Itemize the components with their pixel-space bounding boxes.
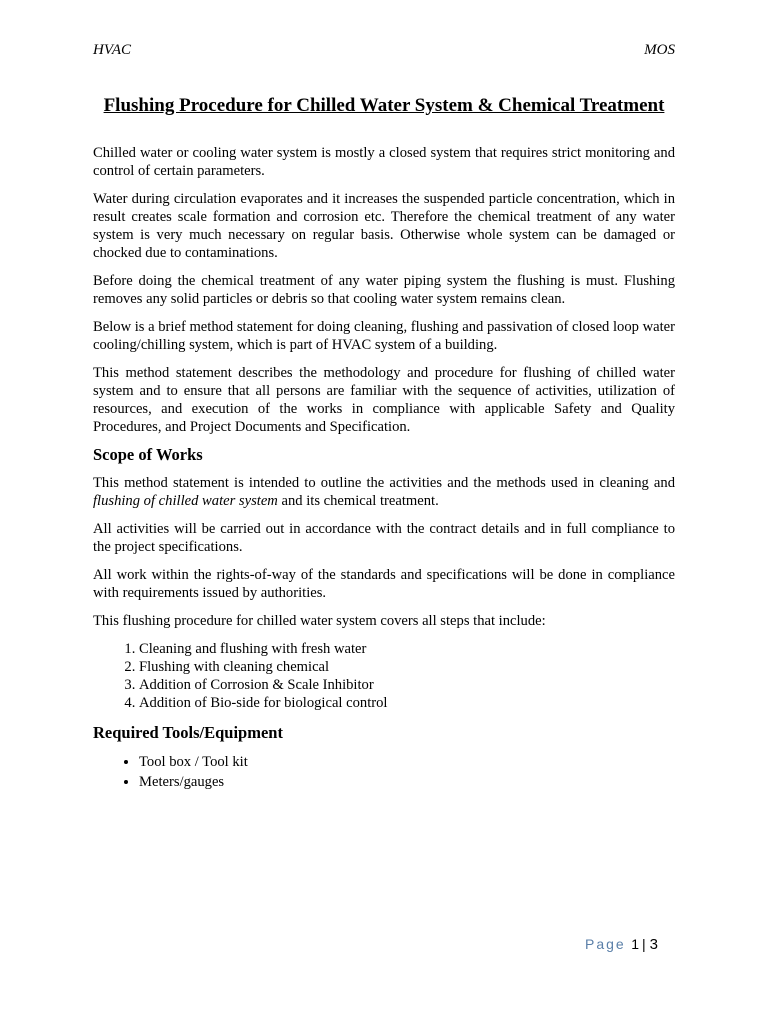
header-right: MOS (644, 42, 675, 58)
tools-list (93, 752, 675, 792)
scope-p1-end: and its chemical treatment. (277, 493, 439, 509)
scope-paragraph-1 (93, 474, 675, 510)
header-left: HVAC (93, 42, 132, 58)
list-item: 2. Flushing with cleaning chemical (139, 658, 675, 676)
scope-paragraph-2: All activities will be carried out in accordance with the contract details and in full compliance to the project specifications. (93, 521, 675, 555)
scope-paragraph-3: All work within the rights-of-way of the standards and specifications will be done in compliance with requirements issued by authorities. (93, 567, 675, 601)
page-footer (585, 936, 658, 954)
page-separator: | (642, 936, 646, 952)
scope-p1-start: This method statement is intended to outline the activities and the methods used in cleaning and (93, 475, 675, 491)
intro-paragraph-2: Water during circulation evaporates and it increases the suspended particle concentration, which in result creates scale formation and corrosion etc. Therefore the chemical treatment of any water system is very much necessary on regular basis. Otherwise whole system can be damaged or chocked due to contaminations. (93, 191, 675, 261)
intro-paragraph-3: Before doing the chemical treatment of any water piping system the flushing is must. Flushing removes any solid particles or debris so that cooling water system remains clean. (93, 273, 675, 307)
list-item: 4. Addition of Bio-side for biological control (139, 694, 675, 712)
intro-paragraph-4: Below is a brief method statement for doing cleaning, flushing and passivation of closed loop water cooling/chilling system, which is part of HVAC system of a building. (93, 319, 675, 353)
page-total: 3 (649, 936, 658, 953)
list-item: • Tool box / Tool kit (139, 752, 675, 772)
document-title: Flushing Procedure for Chilled Water System & Chemical Treatment (103, 95, 665, 116)
list-item: 1. Cleaning and flushing with fresh water (139, 640, 675, 658)
list-item: 3. Addition of Corrosion & Scale Inhibitor (139, 676, 675, 694)
scope-heading: Scope of Works (93, 445, 203, 464)
steps-list (93, 640, 675, 712)
intro-paragraph-5: This method statement describes the methodology and procedure for flushing of chilled water system and to ensure that all persons are familiar with the sequence of activities, utilization of resources, and execution of the works in compliance with applicable Safety and Quality Procedures, and Project Documents and Specification. (93, 365, 675, 435)
page-number: 1 (631, 936, 640, 952)
scope-p1-italic: flushing of chilled water system (93, 493, 278, 509)
intro-paragraph-1: Chilled water or cooling water system is mostly a closed system that requires strict monitoring and control of certain parameters. (93, 145, 675, 179)
tools-heading: Required Tools/Equipment (93, 723, 283, 742)
page-label: Page (585, 936, 626, 952)
scope-paragraph-4: This flushing procedure for chilled water system covers all steps that include: (93, 613, 546, 629)
list-item: • Meters/gauges (139, 772, 675, 792)
document-body (93, 144, 675, 792)
